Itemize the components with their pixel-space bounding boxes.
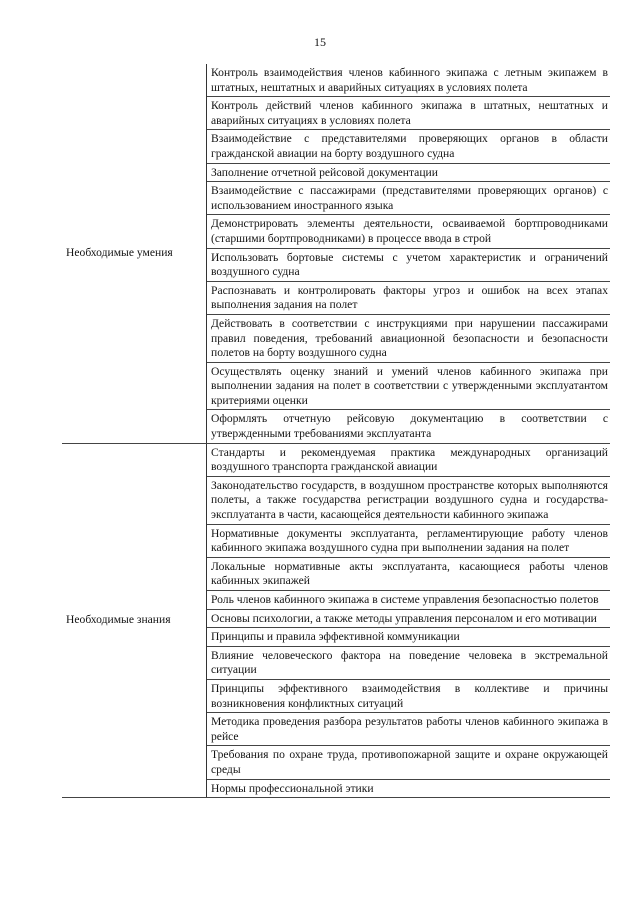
knowledge-item: Законодательство государств, в воздушном пространстве которых выполняются полеты, а также государства регистрации воздушного судна и государства-эксплуатанта в части, касающейся деятельности кабинного экипажа xyxy=(207,476,611,524)
competency-table xyxy=(62,64,610,798)
knowledge-item: Стандарты и рекомендуемая практика международных организаций воздушного транспорта гражданской авиации xyxy=(207,443,611,476)
table-row xyxy=(62,443,610,476)
skill-item: Взаимодействие с представителями проверяющих органов в области гражданской авиации на борту воздушного судна xyxy=(207,130,611,163)
skill-item: Осуществлять оценку знаний и умений членов кабинного экипажа при выполнении задания на полет в соответствии с утвержденными эксплуатантом критериями оценки xyxy=(207,362,611,410)
knowledge-item: Основы психологии, а также методы управления персоналом и его мотивации xyxy=(207,609,611,628)
skill-item: Контроль взаимодействия членов кабинного экипажа с летным экипажем в штатных, нештатных и аварийных ситуациях в условиях полета xyxy=(207,64,611,97)
knowledge-item: Влияние человеческого фактора на поведение человека в экстремальной ситуации xyxy=(207,646,611,679)
knowledge-item: Локальные нормативные акты эксплуатанта, касающиеся работы членов кабинных экипажей xyxy=(207,557,611,590)
knowledge-item: Требования по охране труда, противопожарной защите и охране окружающей среды xyxy=(207,746,611,779)
knowledge-item: Принципы и правила эффективной коммуникации xyxy=(207,628,611,647)
knowledge-label: Необходимые знания xyxy=(62,443,207,797)
page-number: 15 xyxy=(314,35,326,49)
knowledge-item: Методика проведения разбора результатов работы членов кабинного экипажа в рейсе xyxy=(207,713,611,746)
knowledge-item: Нормативные документы эксплуатанта, регламентирующие работу членов кабинного экипажа воздушного судна при выполнении задания на полет xyxy=(207,524,611,557)
knowledge-item: Нормы профессиональной этики xyxy=(207,779,611,798)
knowledge-item: Роль членов кабинного экипажа в системе управления безопасностью полетов xyxy=(207,591,611,610)
table-row xyxy=(62,64,610,97)
skill-item: Контроль действий членов кабинного экипажа в штатных, нештатных и аварийных ситуациях в условиях полета xyxy=(207,97,611,130)
skills-label: Необходимые умения xyxy=(62,64,207,443)
skill-item: Взаимодействие с пассажирами (представителями проверяющих органов) с использованием иностранного языка xyxy=(207,182,611,215)
skill-item: Демонстрировать элементы деятельности, осваиваемой бортпроводниками (старшими бортпроводниками) в процессе ввода в строй xyxy=(207,215,611,248)
skill-item: Действовать в соответствии с инструкциями при нарушении пассажирами правил поведения, требований авиационной безопасности и безопасности полетов на борту воздушного судна xyxy=(207,314,611,362)
knowledge-item: Принципы эффективного взаимодействия в коллективе и причины возникновения конфликтных ситуаций xyxy=(207,679,611,712)
skill-item: Оформлять отчетную рейсовую документацию в соответствии с утвержденными требованиями эксплуатанта xyxy=(207,410,611,443)
skill-item: Распознавать и контролировать факторы угроз и ошибок на всех этапах выполнения задания на полет xyxy=(207,281,611,314)
skill-item: Заполнение отчетной рейсовой документации xyxy=(207,163,611,182)
skill-item: Использовать бортовые системы с учетом характеристик и ограничений воздушного судна xyxy=(207,248,611,281)
